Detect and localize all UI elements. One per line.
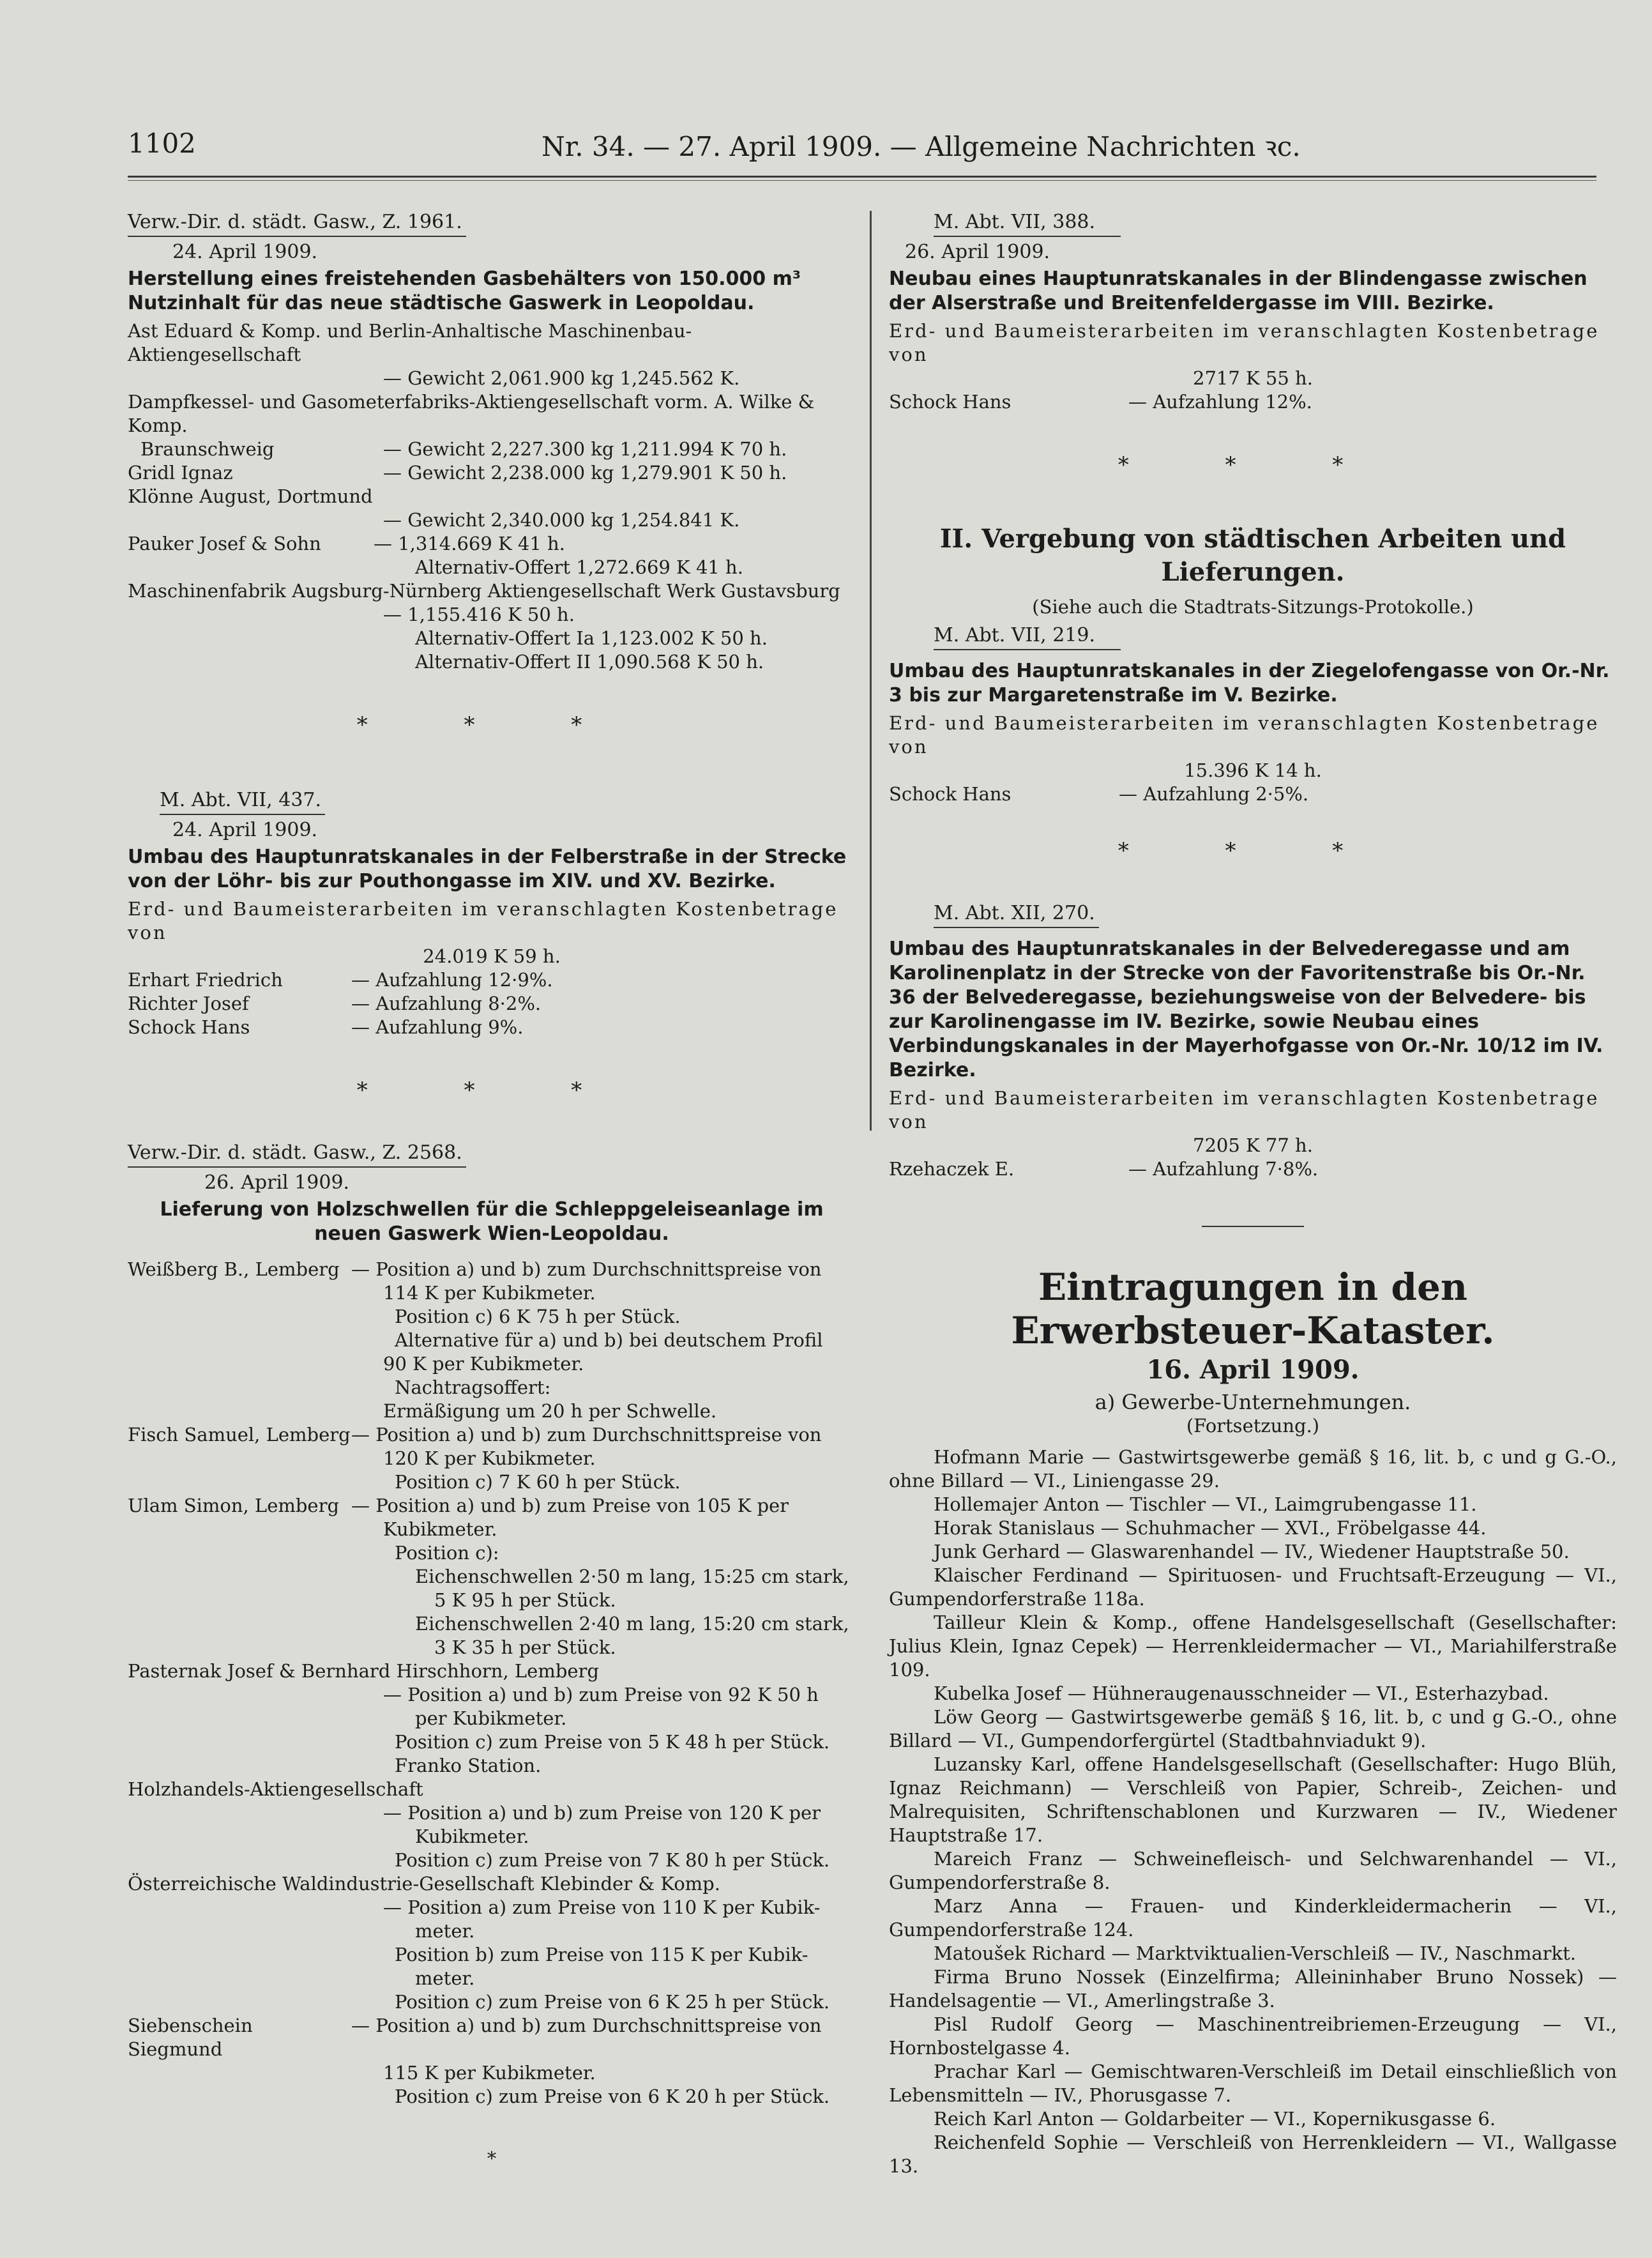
bid-value: — Gewicht 2,061.900 kg 1,245.562 K.	[383, 367, 740, 389]
notice-ref: Verw.-Dir. d. städt. Gasw., Z. 1961.	[128, 211, 466, 237]
bid-detail: Position c) zum Preise von 6 K 25 h per Stück.	[395, 1991, 830, 2013]
bid-detail: Position c):	[395, 1542, 499, 1564]
bidder-name: Richter Josef	[128, 993, 249, 1014]
register-entry: Pisl Rudolf Georg — Maschinentreibriemen-Erzeugung — VI., Hornbostelgasse 4.	[889, 2013, 1617, 2059]
bidder-name: Ulam Simon, Lemberg	[128, 1495, 340, 1516]
bidder-name: Fisch Samuel, Lemberg	[128, 1424, 351, 1446]
notice-title: Umbau des Hauptunratskanales in der Ziegelofengasse von Or.-Nr. 3 bis zur Margaretenstraße im V. Bezirke.	[889, 660, 1610, 706]
bid-row	[128, 461, 856, 485]
notice-wooden-sleepers	[128, 1141, 856, 2170]
bid-row	[128, 438, 856, 461]
register-entry: Klaischer Ferdinand — Spirituosen- und Fruchtsaft-Erzeugung — VI., Gumpendorferstraße 118a.	[889, 1564, 1617, 1610]
bid-detail: 115 K per Kubikmeter.	[383, 2062, 596, 2084]
section-municipal-contracts	[889, 523, 1617, 619]
bidder-name: Braunschweig	[140, 438, 275, 460]
bid-detail: Eichenschwellen 2·40 m lang, 15:20 cm stark,	[415, 1613, 849, 1635]
page-header	[128, 128, 1596, 179]
alt-offer: Alternativ-Offert II 1,090.568 K 50 h.	[415, 651, 764, 673]
notice-date: 24. April 1909.	[172, 241, 318, 263]
bid-detail: Position c) 7 K 60 h per Stück.	[395, 1471, 681, 1493]
section-stars: * * *	[1118, 452, 1388, 478]
notice-felberstrasse	[128, 789, 856, 1039]
running-head: Nr. 34. — 27. April 1909. — Allgemeine Nachrichten ꝛc.	[542, 131, 1301, 162]
work-amount: 7205 K 77 h.	[1193, 1134, 1313, 1156]
section-stars: * * *	[1118, 838, 1388, 864]
bid-detail: Ermäßigung um 20 h per Schwelle.	[383, 1400, 717, 1422]
alt-offer: Alternativ-Offert 1,272.669 K 41 h.	[415, 556, 743, 578]
bid-detail: Alternative für a) und b) bei deutschem Profil	[395, 1329, 823, 1351]
bidder-name: Gridl Ignaz	[128, 462, 233, 484]
bidder-line: Klönne August, Dortmund	[128, 485, 373, 507]
column-divider	[870, 211, 872, 1131]
register-entry: Matoušek Richard — Marktviktualien-Verschleiß — IV., Naschmarkt.	[934, 1942, 1576, 1964]
bid-detail: Position c) 6 K 75 h per Stück.	[395, 1306, 681, 1327]
bid-detail: 120 K per Kubikmeter.	[383, 1447, 596, 1469]
header-rule	[128, 176, 1596, 178]
bidder-name: Schock Hans	[889, 783, 1012, 805]
register-entry: Horak Stanislaus — Schuhmacher — XVI., Fröbelgasse 44.	[934, 1517, 1487, 1539]
work-description: Erd- und Baumeisterarbeiten im veranschlagten Kostenbetrage von	[889, 1087, 1600, 1133]
bidder-name: Erhart Friedrich	[128, 969, 283, 991]
bid-value: — Position a) und b) zum Durchschnittspreise von	[351, 1424, 822, 1446]
notice-title: Neubau eines Hauptunratskanales in der Blindengasse zwischen der Alserstraße und Breitenfeldergasse im VIII. Bezirke.	[889, 268, 1588, 314]
bid-detail: Kubikmeter.	[415, 1826, 529, 1847]
bidder-name: Rzehaczek E.	[889, 1158, 1015, 1180]
page-number: 1102	[128, 128, 196, 159]
notice-date: 24. April 1909.	[172, 819, 318, 841]
section-stars: * * *	[356, 712, 627, 738]
work-amount: 24.019 K 59 h.	[423, 945, 561, 967]
bid-value: — Gewicht 2,340.000 kg 1,254.841 K.	[383, 509, 740, 531]
register-entry: Kubelka Josef — Hühneraugenausschneider — VI., Esterhazybad.	[934, 1682, 1549, 1704]
register-continuation: (Fortsetzung.)	[1186, 1415, 1320, 1437]
header-rule-thin	[128, 180, 1596, 181]
section-stars: * * *	[356, 1078, 627, 1103]
bid-detail: — Position a) zum Preise von 110 K per Kubik-	[383, 1896, 821, 1918]
separator-rule	[1202, 1226, 1304, 1227]
bid-detail: Nachtragsoffert:	[395, 1377, 551, 1398]
register-entry: Prachar Karl — Gemischtwaren-Verschleiß im Detail einschließlich von Lebensmitteln — IV., Phorusgasse 7.	[889, 2061, 1617, 2106]
bid-detail: — Position a) und b) zum Preise von 120 K per	[383, 1802, 821, 1824]
bidder-name: Weißberg B., Lemberg	[128, 1258, 340, 1280]
notice-title: Umbau des Hauptunratskanales in der Felberstraße in der Strecke von der Löhr- bis zur Pouthongasse im XIV. und XV. Bezirke.	[128, 846, 847, 892]
bid-row	[128, 968, 856, 992]
bid-row	[889, 782, 1617, 806]
notice-ref: M. Abt. XII, 270.	[934, 902, 1099, 928]
bid-value: — Gewicht 2,238.000 kg 1,279.901 K 50 h.	[383, 462, 787, 484]
notice-gas-holder	[128, 211, 856, 674]
register-title: Eintragungen in den Erwerbsteuer-Kataster.	[1011, 1265, 1495, 1352]
bid-detail: meter.	[415, 1967, 475, 1989]
bid-row	[128, 532, 856, 556]
notice-ziegelofengasse	[889, 624, 1617, 806]
register-entry: Luzansky Karl, offene Handelsgesellschaft (Gesellschafter: Hugo Blüh, Ignaz Reichmann) — Verschleiß von Papier, Schreib-, Zeichen- und Malrequisiten, Schriftenschablonen und Kurzwaren — IV., Wiedener Hauptstraße 17.	[889, 1753, 1617, 1846]
work-description: Erd- und Baumeisterarbeiten im veranschlagten Kostenbetrage von	[889, 712, 1600, 758]
bid-value: — Aufzahlung 12·9%.	[351, 969, 553, 991]
register-entry: Hollemajer Anton — Tischler — VI., Laimgrubengasse 11.	[934, 1493, 1477, 1515]
bid-value: — 1,155.416 K 50 h.	[383, 604, 575, 625]
bid-row	[128, 1016, 856, 1039]
bid-detail: meter.	[415, 1920, 475, 1942]
bidder-name: Schock Hans	[128, 1016, 250, 1038]
bid-value: — Aufzahlung 9%.	[351, 1016, 524, 1038]
bid-row	[128, 1494, 856, 1518]
register-entry: Hofmann Marie — Gastwirtsgewerbe gemäß § 16, lit. b, c und g G.-O., ohne Billard — VI., Liniengasse 29.	[889, 1446, 1617, 1491]
register-entry: Reichenfeld Sophie — Verschleiß von Herrenkleidern — VI., Wallgasse 13.	[889, 2132, 1617, 2177]
notice-title: Herstellung eines freistehenden Gasbehälters von 150.000 m³ Nutzinhalt für das neue städtische Gaswerk in Leopoldau.	[128, 268, 801, 314]
bid-detail: Kubikmeter.	[383, 1518, 497, 1540]
work-amount: 15.396 K 14 h.	[1184, 759, 1322, 781]
notice-blindengasse	[889, 211, 1617, 414]
work-amount: 2717 K 55 h.	[1193, 367, 1313, 389]
bid-value: — Position a) und b) zum Durchschnittspreise von	[351, 1258, 822, 1280]
notice-ref: M. Abt. VII, 219.	[934, 624, 1121, 650]
bid-row	[128, 2014, 856, 2061]
bidder-line: Dampfkessel- und Gasometerfabriks-Aktiengesellschaft vorm. A. Wilke & Komp.	[128, 391, 815, 436]
notice-date: 26. April 1909.	[204, 1171, 350, 1194]
register-entry: Mareich Franz — Schweinefleisch- und Selchwarenhandel — VI., Gumpendorferstraße 8.	[889, 1848, 1617, 1893]
right-column	[889, 211, 1617, 2178]
notice-title: Lieferung von Holzschwellen für die Schleppgeleiseanlage im neuen Gaswerk Wien-Leopoldau.	[160, 1198, 824, 1245]
bidder-line: Holzhandels-Aktiengesellschaft	[128, 1778, 423, 1800]
work-description: Erd- und Baumeisterarbeiten im veranschlagten Kostenbetrage von	[889, 320, 1600, 365]
bid-row	[128, 1258, 856, 1281]
register-entry: Löw Georg — Gastwirtsgewerbe gemäß § 16, lit. b, c und g G.-O., ohne Billard — VI., Gumpendorfergürtel (Stadtbahnviadukt 9).	[889, 1706, 1617, 1751]
bid-detail: Position c) zum Preise von 5 K 48 h per Stück.	[395, 1731, 830, 1753]
bid-detail: 90 K per Kubikmeter.	[383, 1353, 584, 1375]
bid-value: — Position a) und b) zum Preise von 105 K per	[351, 1495, 789, 1516]
left-column	[128, 211, 856, 2170]
alt-offer: Alternativ-Offert Ia 1,123.002 K 50 h.	[415, 627, 768, 649]
bid-detail: per Kubikmeter.	[415, 1707, 567, 1729]
bid-value: — Aufzahlung 2·5%.	[1119, 783, 1309, 805]
section-title: II. Vergebung von städtischen Arbeiten und Lieferungen.	[939, 524, 1566, 587]
bid-row	[889, 390, 1617, 414]
bid-detail: — Position a) und b) zum Preise von 92 K 50 h	[383, 1684, 819, 1705]
register-entry: Marz Anna — Frauen- und Kinderkleidermacherin — VI., Gumpendorferstraße 124.	[889, 1895, 1617, 1941]
bidder-line: Österreichische Waldindustrie-Gesellschaft Klebinder & Komp.	[128, 1873, 720, 1895]
bid-detail: 5 K 95 h per Stück.	[434, 1589, 616, 1611]
notice-belvederegasse	[889, 902, 1617, 1181]
bidder-name: Pauker Josef & Sohn	[128, 533, 321, 554]
bid-detail: Position c) zum Preise von 7 K 80 h per Stück.	[395, 1849, 830, 1871]
register-date: 16. April 1909.	[1146, 1355, 1360, 1385]
bid-detail: Eichenschwellen 2·50 m lang, 15:25 cm stark,	[415, 1566, 849, 1587]
bid-value: — Gewicht 2,227.300 kg 1,211.994 K 70 h.	[383, 438, 787, 460]
bidder-line: Ast Eduard & Komp. und Berlin-Anhaltische Maschinenbau-Aktiengesellschaft	[128, 320, 692, 365]
bid-detail: Position b) zum Preise von 115 K per Kubik-	[395, 1944, 808, 1965]
bidder-name: Schock Hans	[889, 391, 1012, 413]
bid-detail: Franko Station.	[395, 1755, 542, 1776]
trade-tax-register	[889, 1265, 1617, 2178]
register-entry: Firma Bruno Nossek (Einzelfirma; Alleininhaber Bruno Nossek) — Handelsagentie — VI., Amerlingstraße 3.	[889, 1966, 1617, 2011]
register-entry: Tailleur Klein & Komp., offene Handelsgesellschaft (Gesellschafter: Julius Klein, Ignaz Cepek) — Herrenkleidermacher — VI., Mariahilferstraße 109.	[889, 1612, 1617, 1681]
notice-ref: M. Abt. VII, 388.	[934, 211, 1121, 237]
bidder-line: Pasternak Josef & Bernhard Hirschhorn, Lemberg	[128, 1660, 599, 1682]
bid-value: — Aufzahlung 8·2%.	[351, 993, 542, 1014]
notice-ref: M. Abt. VII, 437.	[160, 789, 325, 815]
section-note: (Siehe auch die Stadtrats-Sitzungs-Protokolle.)	[1032, 596, 1474, 618]
bottom-star: *	[487, 2147, 497, 2169]
register-entry: Reich Karl Anton — Goldarbeiter — VI., Kopernikusgasse 6.	[934, 2108, 1496, 2130]
bid-row	[128, 992, 856, 1016]
bid-value: — Aufzahlung 12%.	[1128, 391, 1312, 413]
bidder-line: Maschinenfabrik Augsburg-Nürnberg Aktiengesellschaft Werk Gustavsburg	[128, 580, 840, 602]
notice-title: Umbau des Hauptunratskanales in der Belvederegasse und am Karolinenplatz in der Strecke von der Favoritenstraße bis Or.-Nr. 36 der Belvederegasse, beziehungsweise von der Belvedere- bis zur Karolinengasse im IV. Bezirke, sowie Neubau eines Verbindungskanales in der Mayerhofgasse von Or.-Nr. 10/12 im IV. Bezirke.	[889, 938, 1603, 1081]
bid-detail: 3 K 35 h per Stück.	[434, 1636, 616, 1658]
register-subhead: a) Gewerbe-Unternehmungen.	[1095, 1390, 1411, 1414]
bid-detail: 114 K per Kubikmeter.	[383, 1282, 596, 1304]
bid-row	[889, 1157, 1617, 1181]
bid-value: — 1,314.669 K 41 h.	[374, 533, 565, 554]
notice-date: 26. April 1909.	[905, 241, 1050, 263]
bid-value: — Position a) und b) zum Durchschnittspreise von	[351, 2015, 822, 2036]
bidder-name: Siebenschein Siegmund	[128, 2015, 253, 2060]
bid-value: — Aufzahlung 7·8%.	[1128, 1158, 1319, 1180]
register-entry: Junk Gerhard — Glaswarenhandel — IV., Wiedener Hauptstraße 50.	[934, 1541, 1570, 1562]
bid-row	[128, 1423, 856, 1447]
notice-ref: Verw.-Dir. d. städt. Gasw., Z. 2568.	[128, 1141, 466, 1168]
work-description: Erd- und Baumeisterarbeiten im veranschlagten Kostenbetrage von	[128, 898, 838, 943]
bid-detail: Position c) zum Preise von 6 K 20 h per Stück.	[395, 2086, 830, 2107]
